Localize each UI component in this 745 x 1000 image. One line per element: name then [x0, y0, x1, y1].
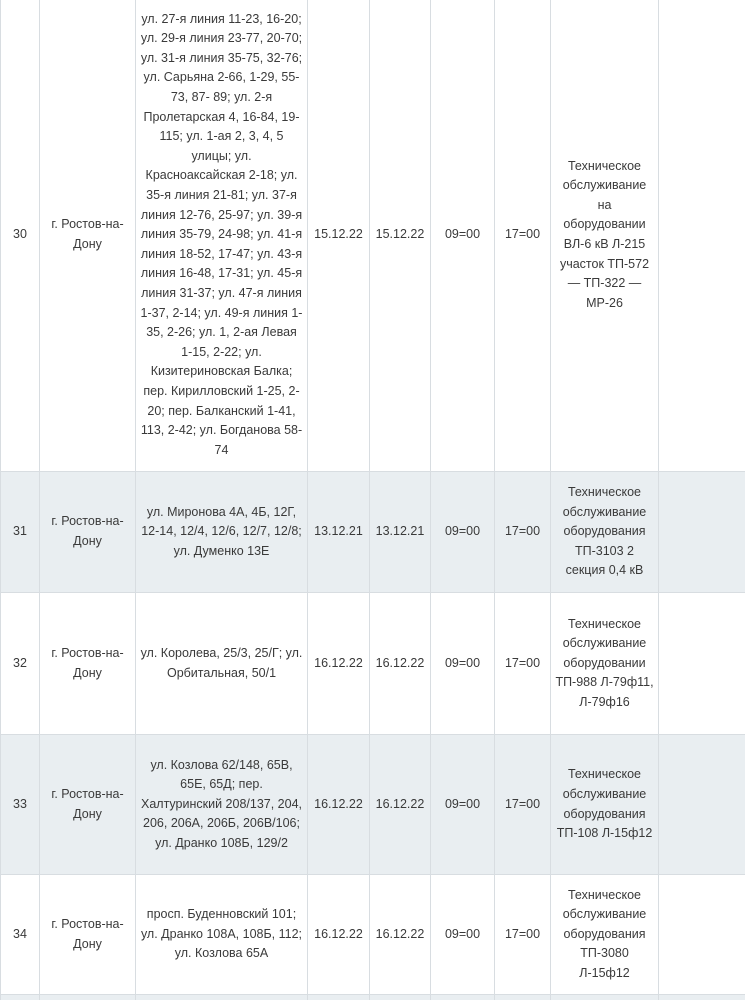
address-cell: [136, 0, 308, 472]
row-number: 33: [1, 735, 40, 875]
date-end-cell: 16.12.22: [370, 875, 431, 995]
row-number: 31: [1, 472, 40, 593]
city-cell: г. Ростов-на-Дону: [40, 875, 136, 995]
reason-cell: [551, 875, 659, 995]
time-start-cell: 09=00: [431, 593, 495, 735]
date-end-cell: 13.12.21: [370, 472, 431, 593]
address-text: просп. Буденновский 101; ул. Дранко 108А, 108Б, 112; ул. Козлова 65А: [140, 907, 303, 961]
date-end-cell: 16.12.22: [370, 735, 431, 875]
reason-text: Техническое обслуживание оборудования ТП-3080 Л-15ф12: [562, 887, 647, 980]
address-cell: [136, 472, 308, 593]
table-row: [1, 735, 745, 875]
table-row: [1, 875, 745, 995]
date-start-cell: 13.12.21: [308, 472, 370, 593]
address-cell: [136, 875, 308, 995]
time-end-cell: 17=00: [495, 593, 551, 735]
time-end-cell: 17=00: [495, 875, 551, 995]
time-end-cell: 17=00: [495, 0, 551, 472]
extra-cell: [659, 875, 745, 995]
time-start-cell: 09=00: [431, 735, 495, 875]
address-cell: [136, 593, 308, 735]
reason-text: Техническое обслуживание оборудовании ТП-988 Л-79ф11, Л-79ф16: [555, 616, 654, 709]
row-number: 30: [1, 0, 40, 472]
extra-cell: [659, 0, 745, 472]
time-end-cell: 17=00: [495, 472, 551, 593]
table-row: [1, 0, 745, 472]
address-cell: [136, 735, 308, 875]
date-start-cell: [308, 995, 370, 1000]
reason-cell: [551, 995, 659, 1000]
table-row: [1, 593, 745, 735]
date-start-cell: 16.12.22: [308, 875, 370, 995]
reason-text: Техническое обслуживание оборудования ТП-3103 2 секция 0,4 кВ: [562, 485, 647, 578]
city-cell: г. Ростов-на-Дону: [40, 735, 136, 875]
address-text: ул. 27-я линия 11-23, 16-20; ул. 29-я линия 23-77, 20-70; ул. 31-я линия 35-75, 32-76; ул. Сарьяна 2-66, 1-29, 55-73, 87- 89; ул. 2-я Пролетарская 4, 16-84, 19-115; ул. 1-ая 2, 3, 4, 5 улицы; ул. Красноаксайская 2-18; ул. 35-я линия 21-81; ул. 37-я линия 12-76, 25-97; ул. 39-я линия 35-79, 24-98; ул. 41-я линия 18-52, 17-47; ул. 43-я линия 16-48, 17-31; ул. 45-я линия 31-37; ул. 47-я линия 1-37, 2-14; ул. 49-я линия 1-35, 2-26; ул. 1, 2-ая Левая 1-15, 2-22; ул. Кизитериновская Балка; пер. Кирилловский 1-25, 2-20; пер. Балканский 1-41, 113, 2-42; ул. Богданова 58-74: [140, 11, 303, 457]
extra-cell: [659, 995, 745, 1000]
date-end-cell: 16.12.22: [370, 593, 431, 735]
date-end-cell: 15.12.22: [370, 0, 431, 472]
city-cell: г. Ростов-на-Дону: [40, 0, 136, 472]
extra-cell: [659, 593, 745, 735]
time-end-cell: 17=00: [495, 735, 551, 875]
table-row: [1, 472, 745, 593]
city-cell: г. Ростов-на-Дону: [40, 593, 136, 735]
row-number: 32: [1, 593, 40, 735]
extra-cell: [659, 472, 745, 593]
time-start-cell: 09=00: [431, 472, 495, 593]
reason-cell: [551, 472, 659, 593]
city-cell: г. Ростов-на-Дону: [40, 472, 136, 593]
date-end-cell: [370, 995, 431, 1000]
row-number: [1, 995, 40, 1000]
address-cell: [136, 995, 308, 1000]
time-start-cell: 09=00: [431, 875, 495, 995]
reason-text: Техническое обслуживание на оборудовании ВЛ-6 кВ Л-215 участок ТП-572 — ТП-322 — МР-26: [559, 158, 650, 310]
reason-cell: [551, 0, 659, 472]
table-row: [1, 995, 745, 1000]
date-start-cell: 16.12.22: [308, 735, 370, 875]
reason-cell: [551, 735, 659, 875]
time-start-cell: [431, 995, 495, 1000]
extra-cell: [659, 735, 745, 875]
row-number: 34: [1, 875, 40, 995]
time-end-cell: [495, 995, 551, 1000]
date-start-cell: 16.12.22: [308, 593, 370, 735]
reason-text: Техническое обслуживание оборудования ТП-108 Л-15ф12: [556, 767, 653, 841]
date-start-cell: 15.12.22: [308, 0, 370, 472]
time-start-cell: 09=00: [431, 0, 495, 472]
address-text: ул. Козлова 62/148, 65В, 65Е, 65Д; пер. Халтуринский 208/137, 204, 206, 206А, 206Б, 206В/106; ул. Дранко 108Б, 129/2: [140, 757, 302, 850]
city-cell: [40, 995, 136, 1000]
reason-cell: [551, 593, 659, 735]
address-text: ул. Королева, 25/3, 25/Г; ул. Орбитальная, 50/1: [140, 645, 303, 680]
address-text: ул. Миронова 4А, 4Б, 12Г, 12-14, 12/4, 12/6, 12/7, 12/8; ул. Думенко 13Е: [141, 504, 302, 558]
